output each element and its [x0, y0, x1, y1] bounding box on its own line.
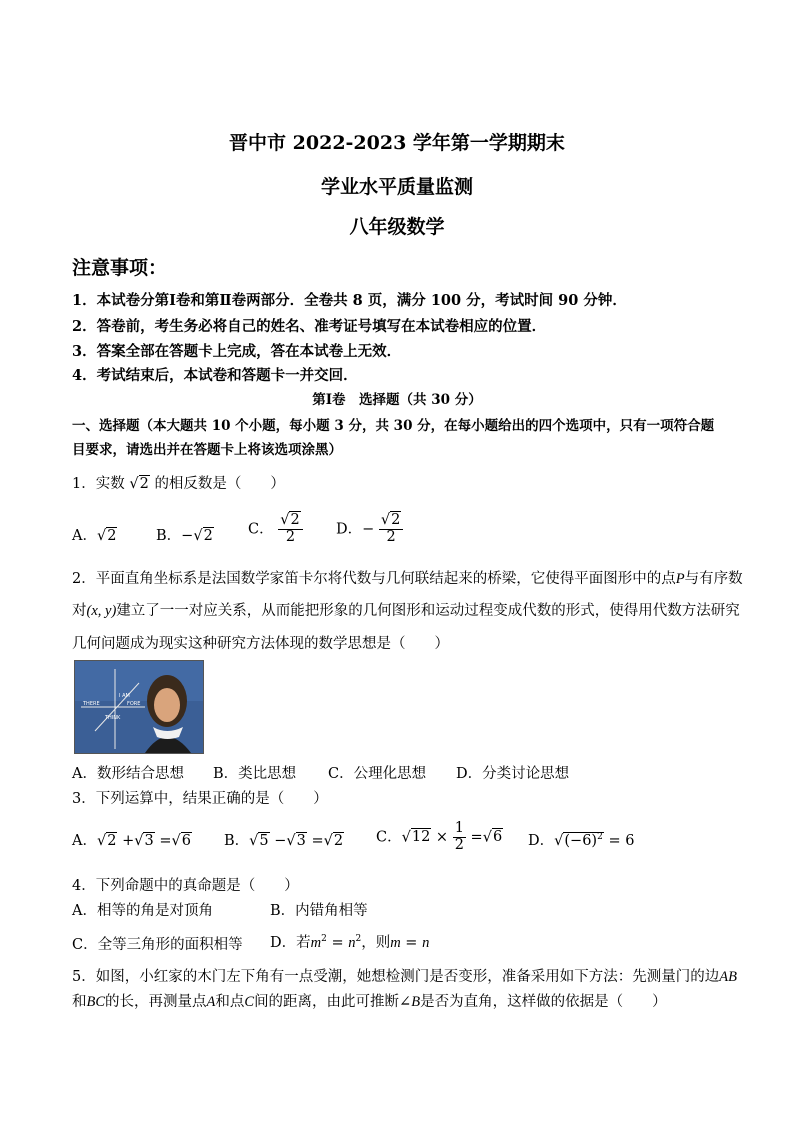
question-2-line-1: 2．平面直角坐标系是法国数学家笛卡尔将代数与几何联结起来的桥梁，它使得平面图形中的点P与有序数 [72, 571, 743, 587]
notice-item: 1．本试卷分第Ⅰ卷和第Ⅱ卷两部分．全卷共 8 页，满分 100 分，考试时间 90 分钟． [72, 292, 627, 309]
question-5-line-1: 5．如图，小红家的木门左下角有一点受潮，她想检测门是否变形，准备采用如下方法：先测量门的边AB [72, 969, 737, 985]
notice-heading: 注意事项： [72, 257, 168, 279]
question-2-line-3: 几何问题成为现实这种研究方法体现的数学思想是（ ） [72, 636, 449, 652]
question-2-line-2: 对(x, y)建立了一一对应关系，从而能把形象的几何图形和运动过程变成代数的形式，使得用代数方法研究 [72, 603, 740, 619]
q4-option-d: D．若$m^2 = n^2$，则m = n [270, 934, 430, 951]
section-title: 第Ⅰ卷 选择题（共 30 分） [312, 392, 482, 408]
q1-option-b: B．−√2 [156, 528, 213, 544]
section-intro: 目要求，请选出并在答题卡上将该选项涂黑） [72, 442, 342, 458]
figure-label: I AM [119, 693, 130, 699]
exam-subject: 八年级数学 [349, 216, 445, 238]
notice-item: 2．答卷前，考生务必将自己的姓名、准考证号填写在本试卷相应的位置． [72, 318, 547, 335]
notice-item: 3．答案全部在答题卡上完成，答在本试卷上无效． [72, 343, 402, 360]
section-intro: 一、选择题（本大题共 10 个小题，每小题 3 分，共 30 分，在每小题给出的四个选项中，只有一项符合题 [72, 418, 715, 434]
question-5-line-2: 和BC的长，再测量点A和点C间的距离，由此可推断∠B是否为直角，这样做的依据是（ ） [72, 994, 667, 1010]
descartes-portrait-figure [74, 660, 204, 754]
q3-option-c: C．√12 × $\frac{1}{2}$ =√6 [376, 820, 503, 853]
q4-option-b: B．内错角相等 [270, 903, 368, 919]
exam-title: 晋中市 2022-2023 学年第一学期期末 [229, 132, 565, 154]
portrait-illustration [75, 661, 203, 753]
question-1-stem: 1．实数 √2 的相反数是（ ） [72, 476, 285, 492]
q2-option-c: C．公理化思想 [328, 766, 427, 782]
question-4-stem: 4．下列命题中的真命题是（ ） [72, 878, 299, 894]
q2-option-d: D．分类讨论思想 [456, 766, 570, 782]
q3-option-a: A．√2 +√3 =√6 [72, 833, 191, 849]
q1-option-a: A．√2 [72, 528, 117, 544]
q1-option-d: D．− $\frac{√2}{2}$ [336, 513, 403, 546]
figure-label: THINK [105, 715, 121, 721]
q4-option-c: C．全等三角形的面积相等 [72, 937, 243, 953]
q4-option-a: A．相等的角是对顶角 [72, 903, 213, 919]
q1-option-c: C． $\frac{√2}{2}$ [248, 513, 303, 546]
q3-option-b: B．√5 −√3 =√2 [224, 833, 344, 849]
question-3-stem: 3．下列运算中，结果正确的是（ ） [72, 791, 328, 807]
exam-subtitle: 学业水平质量监测 [320, 176, 473, 198]
q2-option-b: B．类比思想 [213, 766, 297, 782]
q3-option-d: D．$√(-6)^2 = 6$ [528, 832, 635, 849]
notice-item: 4．考试结束后，本试卷和答题卡一并交回． [72, 367, 358, 384]
figure-label: FORE [127, 701, 141, 707]
figure-label: THERE [83, 701, 100, 707]
q2-option-a: A．数形结合思想 [72, 766, 184, 782]
